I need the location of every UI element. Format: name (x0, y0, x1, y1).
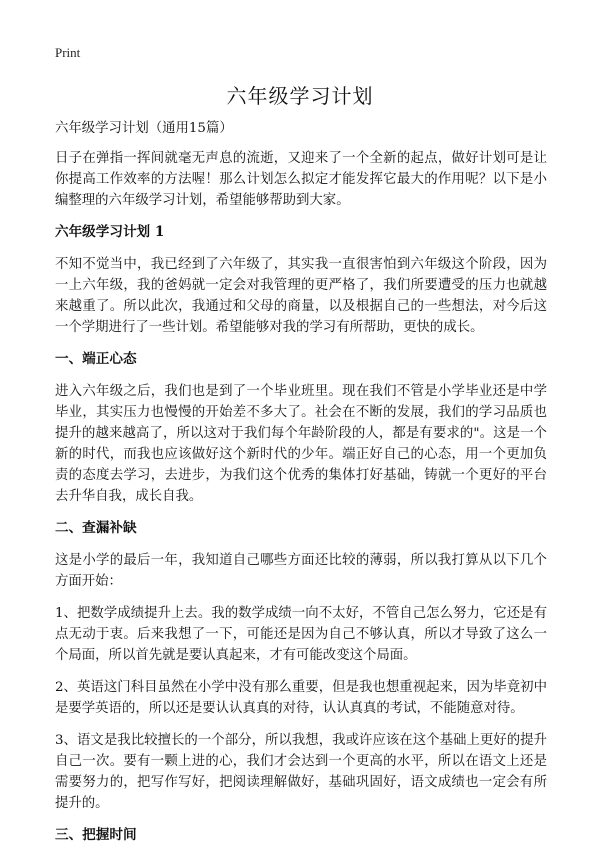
section-heading-time: 三、把握时间 (55, 827, 137, 843)
intro-paragraph: 日子在弹指一挥间就毫无声息的流逝，又迎来了一个全新的起点，做好计划可是让你提高工作效率的方法喔！那么计划怎么拟定才能发挥它最大的作用呢？以下是小编整理的六年级学习计划，希望能够帮助到大家。 (55, 151, 547, 208)
print-link[interactable]: Print (55, 45, 81, 60)
section-heading-review: 二、查漏补缺 (55, 520, 137, 536)
section-heading-attitude: 一、端正心态 (55, 351, 137, 367)
list-item-english: 2、英语这门科目虽然在小学中没有那么重要，但是我也想重视起来，因为毕竟初中是要学英语的，所以还是要认认真真的对待，认认真真的考试，不能随意对待。 (55, 680, 547, 716)
section-attitude-paragraph: 进入六年级之后，我们也是到了一个毕业班里。现在我们不管是小学毕业还是中学毕业，其实压力也慢慢的开始差不多大了。社会在不断的发展，我们的学习品质也提升的越来越高了，所以这对于我们每个年龄阶段的人，都是有要求的"。这是一个新的时代，而我也应该做好这个新时代的少年。端正好自己的心态，用一个更加负责的态度去学习，去进步，为我们这个优秀的集体打好基础，铸就一个更好的平台去升华自我，成长自我。 (55, 384, 547, 504)
plan-heading: 六年级学习计划 1 (55, 224, 165, 240)
list-item-chinese: 3、语文是我比较擅长的一个部分，所以我想，我或许应该在这个基础上更好的提升自己一次。要有一颗上进的心，我们才会达到一个更高的水平，所以在语文上还是需要努力的，把写作写好，把阅读理解做好，基础巩固好，语文成绩也一定会有所提升的。 (55, 733, 547, 811)
document-subtitle: 六年级学习计划（通用15篇） (55, 121, 233, 136)
plan-intro-paragraph: 不知不觉当中，我已经到了六年级了，其实我一直很害怕到六年级这个阶段，因为一上六年级，我的爸妈就一定会对我管理的更严格了，我们所要遭受的压力也就越来越重了。所以此次，我通过和父母的商量，以及根据自己的一些想法，对今后这一个学期进行了一些计划。希望能够对我的学习有所帮助，更快的成长。 (55, 257, 547, 335)
document-body (55, 118, 547, 857)
list-item-math: 1、把数学成绩提升上去。我的数学成绩一向不太好，不管自己怎么努力，它还是有点无动于衷。后来我想了一下，可能还是因为自己不够认真，所以才导致了这么一个局面，所以首先就是要认真起来，才有可能改变这个局面。 (55, 606, 547, 663)
page-title: 六年级学习计划 (226, 84, 374, 108)
section-review-intro: 这是小学的最后一年，我知道自己哪些方面还比较的薄弱，所以我打算从以下几个方面开始： (55, 553, 547, 589)
